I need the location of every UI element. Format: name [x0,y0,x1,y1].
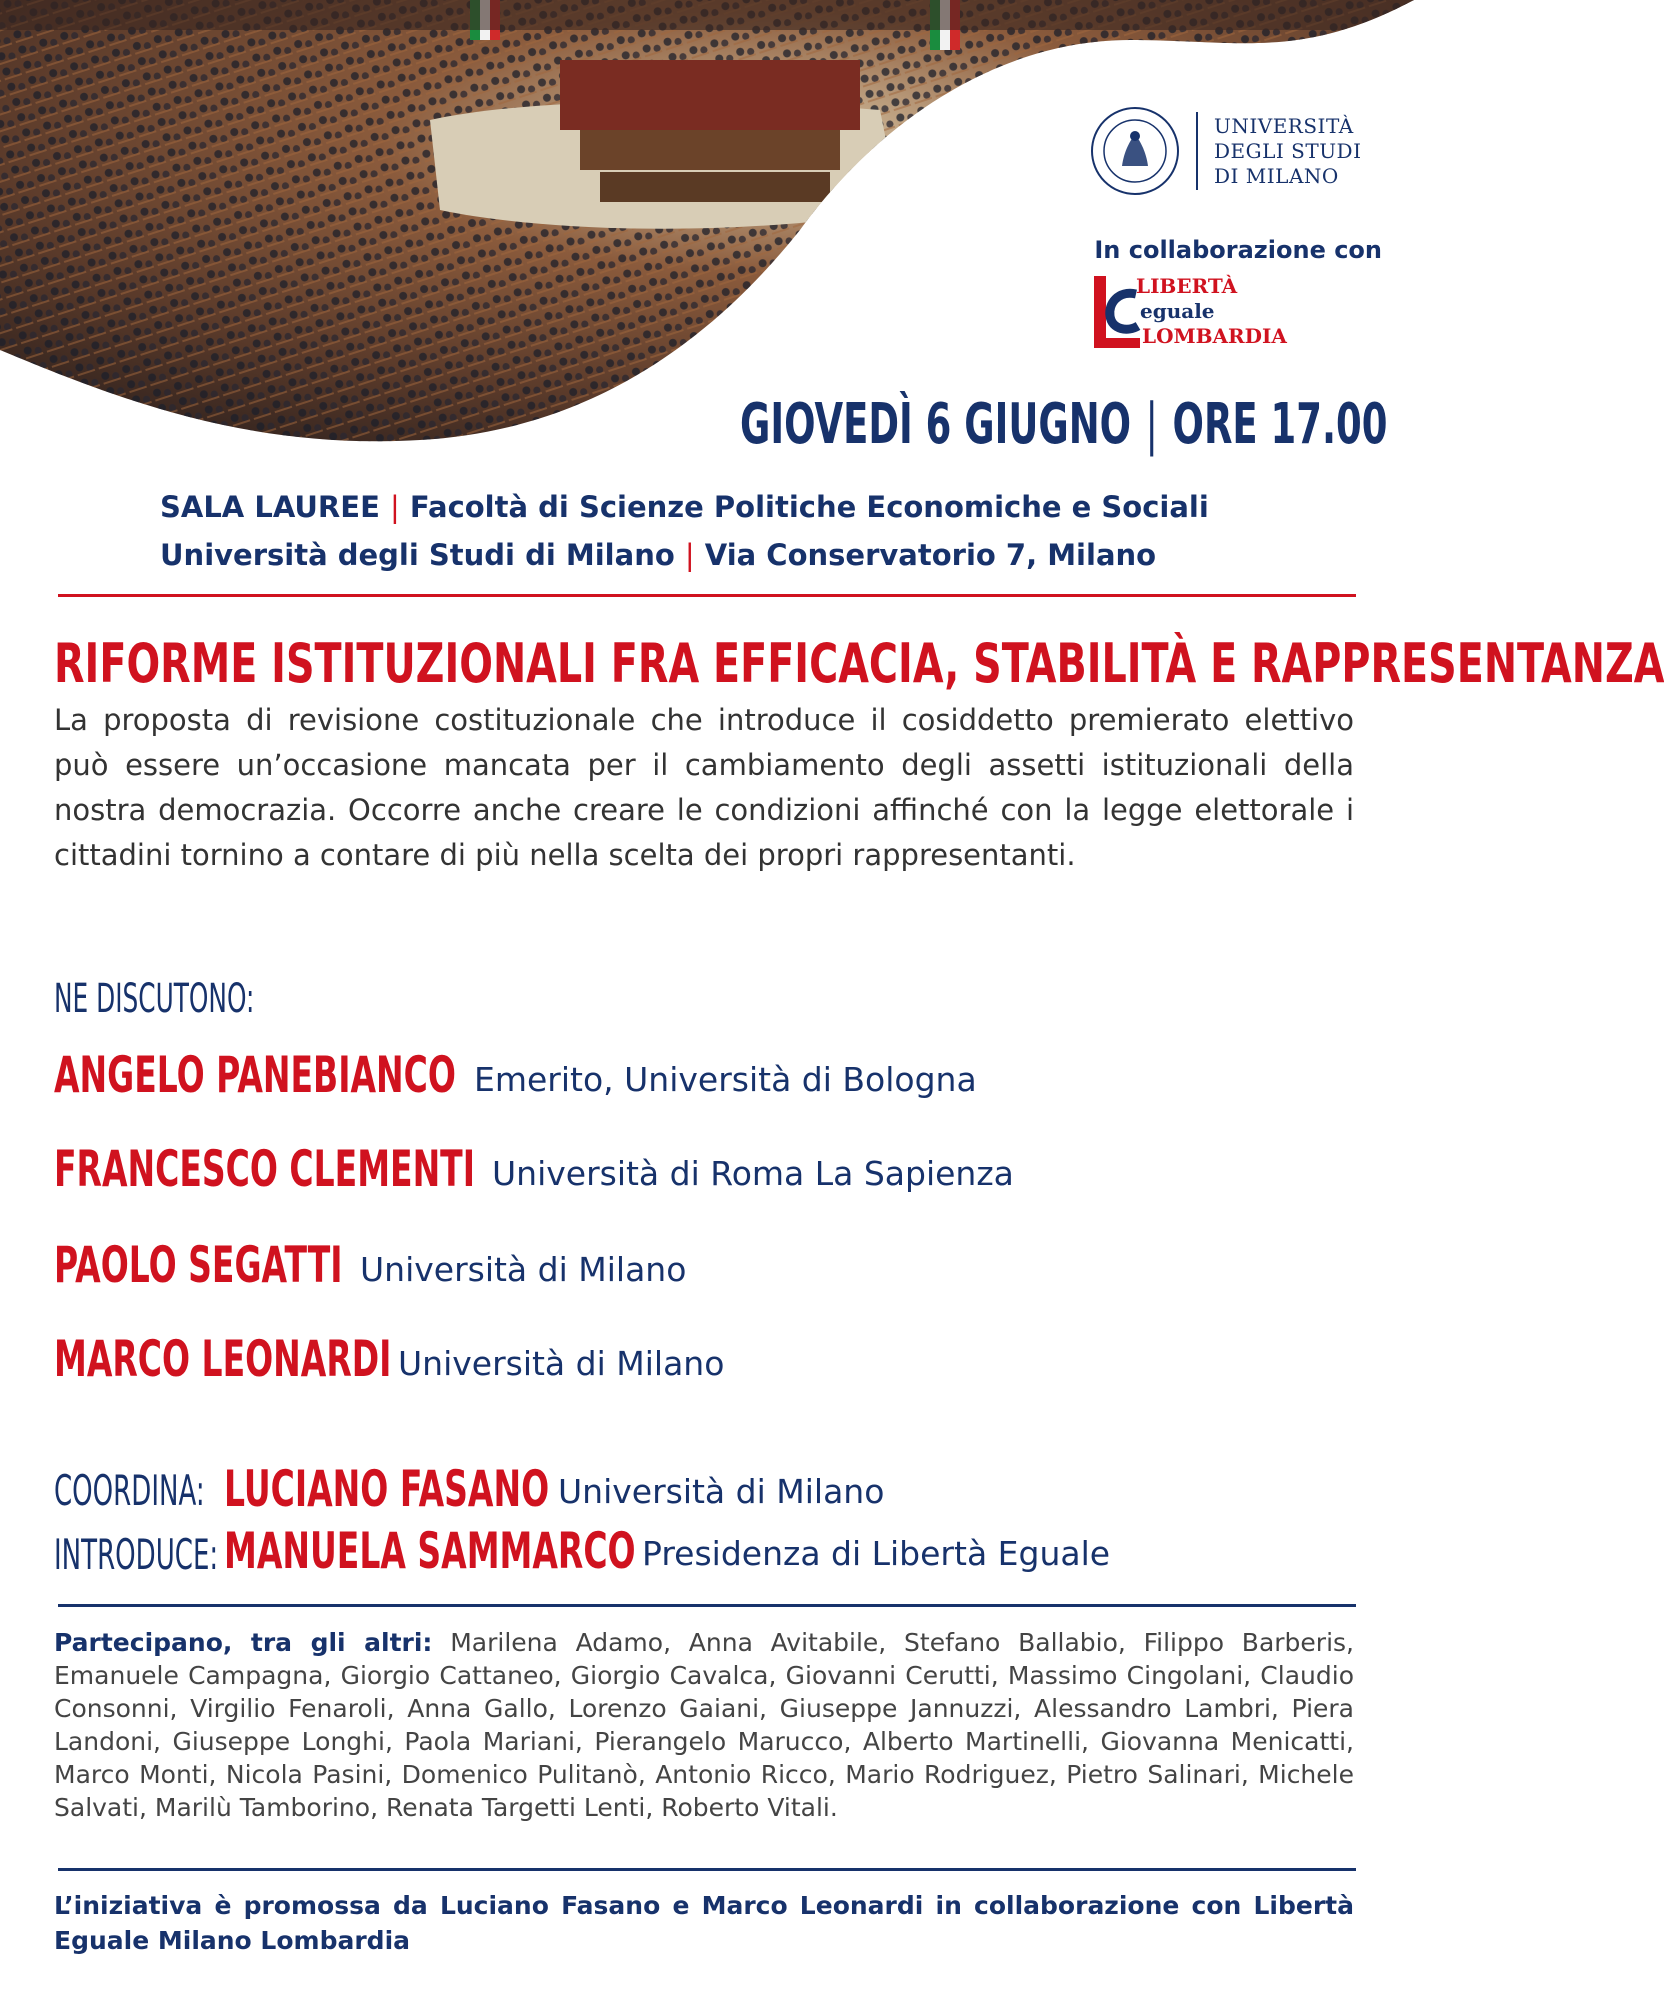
venue-line-2: Università degli Studi di Milano | Via Conservatorio 7, Milano [160,538,1157,572]
introducer-name: MANUELA SAMMARCO [224,1522,636,1580]
speaker-row [54,1046,977,1106]
participants-list [54,1626,1354,1824]
promoted-by: L’iniziativa è promossa da Luciano Fasano e Marco Leonardi in collaborazione con Libertà Eguale Milano Lombardia [54,1891,1354,1955]
speaker-affiliation: Università di Milano [360,1250,687,1289]
university-seal-icon [1090,106,1180,196]
coordinator-name: LUCIANO FASANO [224,1460,550,1518]
speaker-name: ANGELO PANEBIANCO [54,1046,456,1104]
university-name: UNIVERSITÀ DEGLI STUDI DI MILANO [1214,114,1362,188]
logo-divider [1196,112,1198,190]
event-date-time: GIOVEDÌ 6 GIUGNO | ORE 17.00 [740,392,1388,457]
speaker-row [54,1140,1014,1200]
divider [58,1604,1356,1607]
event-title: RIFORME ISTITUZIONALI FRA EFFICACIA, STABILITÀ E RAPPRESENTANZA [54,632,1664,695]
speaker-name: FRANCESCO CLEMENTI [54,1140,475,1198]
speaker-row [54,1330,725,1390]
introducer-label: INTRODUCE: [54,1530,219,1579]
speaker-row [54,1236,687,1296]
speaker-affiliation: Università di Milano [398,1344,725,1383]
divider [58,594,1356,597]
event-description: La proposta di revisione costituzionale che introduce il cosiddetto premierato elettivo può essere un’occasione mancata per il cambiamento degli assetti istituzionali della nostra democrazia. Occorre anche creare le condizioni affinché con la legge elettorale i cittadini tornino a contare di più nella scelta dei propri rappresentanti. [54,703,1354,872]
university-logo [1090,106,1390,196]
liberta-eguale-logo: LIBERTÀ eguale LOMBARDIA [1088,272,1318,354]
divider [58,1868,1356,1871]
participants-names: Marilena Adamo, Anna Avitabile, Stefano Ballabio, Filippo Barberis, Emanuele Campagna, Giorgio Cattaneo, Giorgio Cavalca, Giovanni Cerutti, Massimo Cingolani, Claudio Consonni, Virgilio Fenaroli, Anna Gallo, Lorenzo Gaiani, Giuseppe Jannuzzi, Alessandro Lambri, Piera Landoni, Giuseppe Longhi, Paola Mariani, Pierangelo Marucco, Alberto Martinelli, Giovanna Menicatti, Marco Monti, Nicola Pasini, Domenico Pulitanò, Antonio Ricco, Mario Rodriguez, Pietro Salinari, Michele Salvati, Marilù Tamborino, Renata Targetti Lenti, Roberto Vitali. [54,1628,1354,1822]
collaboration-label: In collaborazione con [1094,236,1382,264]
introducer-affiliation: Presidenza di Libertà Eguale [642,1534,1111,1573]
speaker-affiliation: Emerito, Università di Bologna [474,1060,977,1099]
coordinator-label: COORDINA: [54,1466,205,1515]
speaker-name: MARCO LEONARDI [54,1330,392,1388]
speakers-label: NE DISCUTONO: [54,976,255,1022]
participants-label: Partecipano, tra gli altri: [54,1628,433,1657]
speaker-name: PAOLO SEGATTI [54,1236,343,1294]
speaker-affiliation: Università di Roma La Sapienza [492,1154,1014,1193]
coordinator-affiliation: Università di Milano [558,1472,885,1511]
venue-line-1: SALA LAUREE | Facoltà di Scienze Politiche Economiche e Sociali [160,490,1209,524]
